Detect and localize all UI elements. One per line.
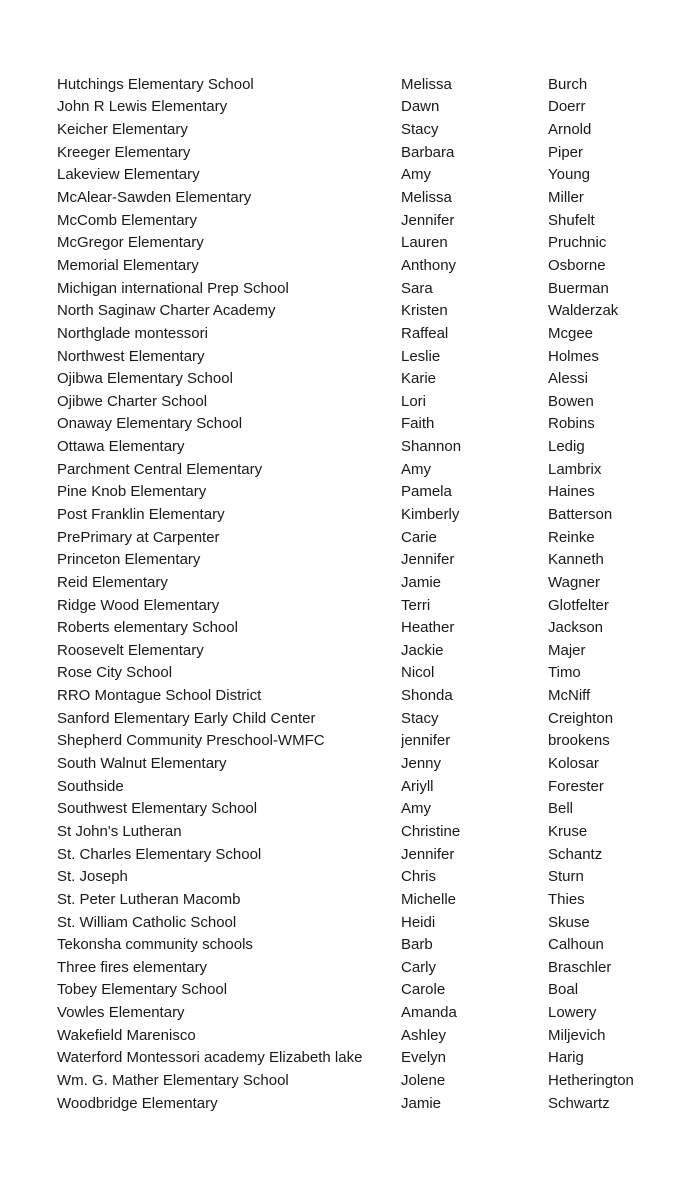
first-name: Stacy (401, 121, 439, 139)
first-name: Michelle (401, 890, 457, 908)
school-name: Wm. G. Mather Elementary School (57, 1072, 289, 1089)
last-name: Mcgee (548, 324, 594, 342)
list-row (57, 322, 677, 345)
first-name: Lauren (401, 234, 448, 252)
last-name: McNiff (548, 687, 591, 705)
last-name: Alessi (548, 370, 589, 388)
list-row (57, 1024, 677, 1047)
list-row (57, 730, 677, 753)
list-row (57, 843, 677, 866)
school-name: Michigan international Prep School (57, 279, 289, 297)
last-name: Lowery (548, 1004, 597, 1022)
first-name: Chris (401, 868, 437, 886)
list-row (57, 911, 677, 934)
last-name: Pruchnic (548, 234, 607, 252)
school-name: Tobey Elementary School (57, 981, 228, 999)
first-name: Kristen (401, 302, 448, 320)
last-name: Burch (548, 75, 588, 93)
last-name: Arnold (548, 121, 592, 139)
list-row (57, 956, 677, 979)
first-name: Jennifer (401, 845, 455, 863)
list-row (57, 526, 677, 549)
last-name: Bell (548, 800, 574, 818)
last-name: Ledig (548, 438, 585, 456)
list-row (57, 616, 677, 639)
first-name: Jenny (401, 755, 442, 773)
last-name: Haines (548, 483, 595, 501)
school-name: Ottawa Elementary (57, 438, 185, 456)
first-name: Carly (401, 958, 437, 976)
school-name: Ojibwe Charter School (57, 392, 208, 410)
first-name: Lori (401, 392, 427, 410)
first-name: Kimberly (401, 505, 460, 523)
list-row (57, 254, 677, 277)
school-name: Pine Knob Elementary (57, 483, 207, 501)
first-name: Heidi (401, 913, 436, 931)
first-name: Dawn (401, 98, 440, 116)
school-name: Hutchings Elementary School (57, 75, 254, 93)
list-row (57, 209, 677, 232)
last-name: Lambrix (548, 460, 602, 478)
last-name: Sturn (548, 868, 584, 886)
last-name: Piper (548, 143, 584, 161)
school-name: Vowles Elementary (57, 1004, 185, 1022)
list-row (57, 73, 677, 96)
first-name: Jennifer (401, 551, 455, 569)
school-name: Shepherd Community Preschool-WMFC (57, 732, 325, 750)
first-name: Melissa (401, 189, 452, 207)
first-name: Ariyll (401, 777, 434, 795)
last-name: Doerr (548, 98, 586, 116)
last-name: Osborne (548, 256, 606, 274)
school-name: St. Charles Elementary School (57, 845, 262, 863)
list-row (57, 662, 677, 685)
first-name: Jamie (401, 1094, 442, 1112)
list-row (57, 979, 677, 1002)
list-row (57, 1047, 677, 1070)
school-name: St. Joseph (57, 868, 128, 886)
list-row (57, 775, 677, 798)
first-name: Barb (401, 936, 433, 954)
first-name: Jamie (401, 573, 442, 591)
school-name: Sanford Elementary Early Child Center (57, 709, 316, 727)
school-name: Southside (57, 777, 124, 795)
list-row (57, 413, 677, 436)
first-name: Carole (401, 981, 446, 999)
last-name: Robins (548, 415, 595, 433)
school-name: Parchment Central Elementary (57, 460, 263, 478)
first-name: Karie (401, 370, 437, 388)
school-name: Roosevelt Elementary (57, 641, 204, 659)
first-name: Melissa (401, 75, 452, 93)
school-name: Tekonsha community schools (57, 936, 253, 954)
list-row (57, 481, 677, 504)
list-row (57, 888, 677, 911)
first-name: Heather (401, 619, 455, 637)
school-name: RRO Montague School District (57, 687, 262, 705)
last-name: Timo (548, 664, 581, 682)
last-name: Young (548, 166, 590, 184)
school-name: Ojibwa Elementary School (57, 370, 233, 388)
school-name: Onaway Elementary School (57, 415, 243, 433)
list-row (57, 164, 677, 187)
school-name: Northglade montessori (57, 324, 208, 342)
list-row (57, 571, 677, 594)
last-name: Harig (548, 1049, 584, 1067)
list-row (57, 707, 677, 730)
last-name: Thies (548, 890, 585, 908)
list-row (57, 503, 677, 526)
first-name: Ashley (401, 1026, 447, 1044)
list-row (57, 186, 677, 209)
first-name: Terri (401, 596, 431, 614)
last-name: Bowen (548, 392, 594, 410)
list-row (57, 1092, 677, 1115)
first-name: Leslie (401, 347, 441, 365)
list-row (57, 299, 677, 322)
first-name: Barbara (401, 143, 455, 161)
last-name: Batterson (548, 505, 613, 523)
school-name: PrePrimary at Carpenter (57, 528, 220, 546)
list-row (57, 231, 677, 254)
school-name: McAlear-Sawden Elementary (57, 189, 252, 207)
first-name: Stacy (401, 709, 439, 727)
first-name: Amanda (401, 1004, 457, 1022)
first-name: Amy (401, 166, 431, 184)
first-name: Faith (401, 415, 435, 433)
school-name: Lakeview Elementary (57, 166, 200, 184)
school-name: St. Peter Lutheran Macomb (57, 890, 241, 908)
school-name: Waterford Montessori academy Elizabeth lake (57, 1049, 363, 1067)
last-name: Boal (548, 981, 579, 999)
last-name: brookens (548, 732, 610, 750)
last-name: Schantz (548, 845, 603, 863)
school-name: Kreeger Elementary (57, 143, 191, 161)
school-name: Post Franklin Elementary (57, 505, 225, 523)
school-name: Southwest Elementary School (57, 800, 258, 818)
first-name: Anthony (401, 256, 457, 274)
school-name: South Walnut Elementary (57, 755, 227, 773)
list-row (57, 820, 677, 843)
list-row (57, 594, 677, 617)
last-name: Creighton (548, 709, 614, 727)
list-row (57, 548, 677, 571)
list-row (57, 798, 677, 821)
last-name: Skuse (548, 913, 590, 931)
first-name: Sara (401, 279, 433, 297)
last-name: Braschler (548, 958, 612, 976)
first-name: Jackie (401, 641, 444, 659)
first-name: Shonda (401, 687, 453, 705)
school-name: Keicher Elementary (57, 121, 188, 139)
school-name: Reid Elementary (57, 573, 168, 591)
last-name: Miljevich (548, 1026, 606, 1044)
last-name: Glotfelter (548, 596, 609, 614)
school-name: Three fires elementary (57, 958, 208, 976)
last-name: Kanneth (548, 551, 604, 569)
first-name: Pamela (401, 483, 452, 501)
first-name: Amy (401, 800, 431, 818)
school-name: Rose City School (57, 664, 173, 682)
list-row (57, 277, 677, 300)
first-name: Christine (401, 822, 461, 840)
last-name: Kruse (548, 822, 588, 840)
school-name: Ridge Wood Elementary (57, 596, 220, 614)
list-row (57, 390, 677, 413)
list-row (57, 458, 677, 481)
last-name: Buerman (548, 279, 609, 297)
school-name: St. William Catholic School (57, 913, 237, 931)
last-name: Calhoun (548, 936, 604, 954)
first-name: Raffeal (401, 324, 449, 342)
last-name: Reinke (548, 528, 595, 546)
first-name: Jennifer (401, 211, 455, 229)
list-row (57, 141, 677, 164)
last-name: Miller (548, 189, 584, 207)
last-name: Forester (548, 777, 604, 795)
first-name: Evelyn (401, 1049, 447, 1067)
list-row (57, 865, 677, 888)
first-name: Shannon (401, 438, 462, 456)
list-row (57, 345, 677, 368)
school-name: Woodbridge Elementary (57, 1094, 218, 1112)
school-name: Roberts elementary School (57, 619, 238, 637)
school-name: St John's Lutheran (57, 822, 182, 840)
school-name: Wakefield Marenisco (57, 1026, 196, 1044)
last-name: Kolosar (548, 755, 599, 773)
last-name: Majer (548, 641, 586, 659)
list-row (57, 96, 677, 119)
list-row (57, 752, 677, 775)
first-name: Nicol (401, 664, 435, 682)
last-name: Walderzak (548, 302, 619, 320)
school-name: Memorial Elementary (57, 256, 199, 274)
list-row (57, 1069, 677, 1092)
last-name: Hetherington (548, 1072, 634, 1089)
list-row (57, 118, 677, 141)
last-name: Schwartz (548, 1094, 610, 1112)
first-name: Carie (401, 528, 437, 546)
first-name: jennifer (401, 732, 451, 750)
last-name: Shufelt (548, 211, 595, 229)
school-name: McGregor Elementary (57, 234, 204, 252)
list-row (57, 367, 677, 390)
school-name: North Saginaw Charter Academy (57, 302, 276, 320)
list-row (57, 639, 677, 662)
school-contact-list (57, 73, 677, 1114)
school-name: Princeton Elementary (57, 551, 201, 569)
school-name: McComb Elementary (57, 211, 198, 229)
list-row (57, 1001, 677, 1024)
last-name: Holmes (548, 347, 599, 365)
last-name: Wagner (548, 573, 600, 591)
school-name: John R Lewis Elementary (57, 98, 228, 116)
first-name: Jolene (401, 1072, 446, 1089)
last-name: Jackson (548, 619, 604, 637)
school-name: Northwest Elementary (57, 347, 205, 365)
list-row (57, 435, 677, 458)
list-row (57, 684, 677, 707)
first-name: Amy (401, 460, 431, 478)
list-row (57, 933, 677, 956)
